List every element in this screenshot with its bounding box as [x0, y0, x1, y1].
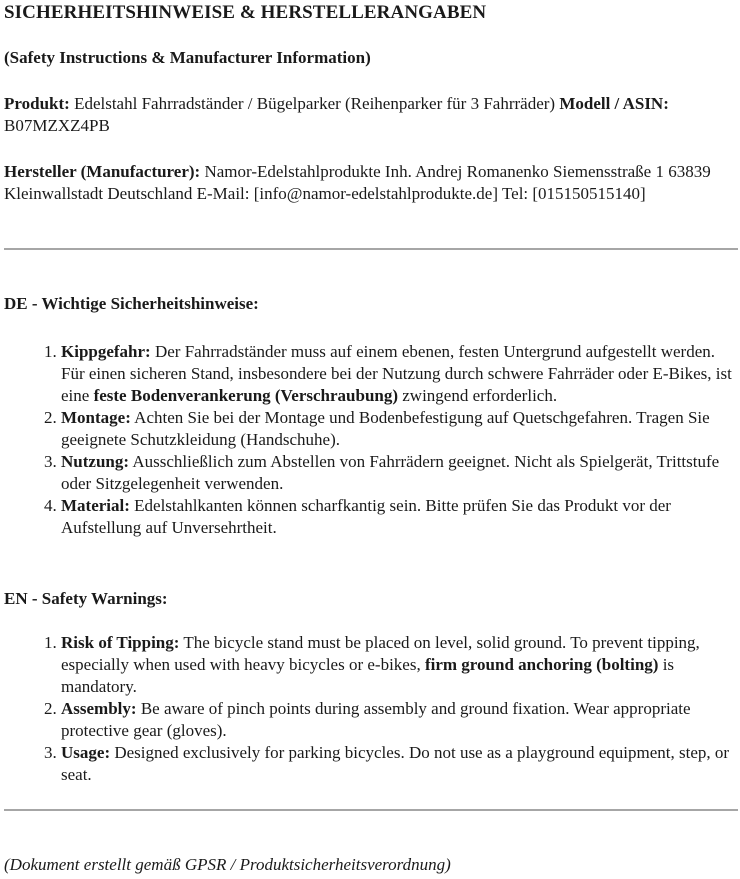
- item-text: Achten Sie bei der Montage und Bodenbefestigung auf Quetschgefahren. Tragen Sie geeignete Schutzkleidung (Handschuhe).: [61, 408, 710, 449]
- document-footer-note: (Dokument erstellt gemäß GPSR / Produktsicherheitsverordnung): [4, 855, 451, 874]
- item-emphasis: firm ground anchoring (bolting): [424, 655, 659, 674]
- model-asin-label: Modell / ASIN:: [559, 94, 669, 113]
- item-text: Edelstahlkanten können scharfkantig sein. Bitte prüfen Sie das Produkt vor der Aufstellung auf Unversehrtheit.: [61, 496, 671, 537]
- de-section-heading: DE - Wichtige Sicherheitshinweise:: [4, 294, 259, 313]
- list-item: [61, 341, 737, 407]
- list-item: [61, 407, 737, 451]
- product-label: Produkt:: [4, 94, 70, 113]
- item-text: Designed exclusively for parking bicycles. Do not use as a playground equipment, step, or seat.: [61, 743, 730, 784]
- product-info: [4, 93, 734, 137]
- manufacturer-label: Hersteller (Manufacturer):: [4, 162, 201, 181]
- item-label: Kippgefahr:: [61, 342, 151, 361]
- document-subtitle: (Safety Instructions & Manufacturer Information): [4, 48, 371, 67]
- item-text: Be aware of pinch points during assembly and ground fixation. Wear appropriate protective gear (gloves).: [61, 699, 691, 740]
- item-text: Der Fahrradständer muss auf einem ebenen, festen Untergrund aufgestellt werden. Für einen sicheren Stand, insbesondere bei der Nutzung durch schwere Fahrräder oder E-Bikes, ist eine: [61, 342, 732, 405]
- item-text-end: is mandatory.: [61, 655, 675, 696]
- list-item: [61, 698, 737, 742]
- item-label: Nutzung:: [61, 452, 130, 471]
- list-item: [61, 451, 737, 495]
- list-item: [61, 742, 737, 786]
- item-label: Assembly:: [61, 699, 137, 718]
- divider-bottom: [4, 809, 738, 811]
- en-section-heading: EN - Safety Warnings:: [4, 589, 168, 608]
- de-safety-list: [4, 341, 737, 539]
- list-item: [61, 495, 737, 539]
- item-text: The bicycle stand must be placed on level, solid ground. To prevent tipping, especially when used with heavy bicycles or e-bikes,: [61, 633, 700, 674]
- manufacturer-info: [4, 161, 734, 205]
- item-text-end: zwingend erforderlich.: [398, 386, 558, 405]
- en-safety-list: [4, 632, 737, 786]
- manufacturer-text: Namor-Edelstahlprodukte Inh. Andrej Romanenko Siemensstraße 1 63839 Kleinwallstadt Deutschland E-Mail: [info@namor-edelstahlprodukte.de] Tel: [015150515140]: [4, 162, 711, 203]
- product-text: Edelstahl Fahrradständer / Bügelparker (Reihenparker für 3 Fahrräder): [69, 94, 560, 113]
- document-title: SICHERHEITSHINWEISE & HERSTELLERANGABEN: [4, 2, 487, 23]
- item-label: Montage:: [61, 408, 131, 427]
- model-asin-value: B07MZXZ4PB: [4, 116, 110, 135]
- divider-top: [4, 248, 738, 250]
- item-label: Risk of Tipping:: [61, 633, 180, 652]
- item-text: Ausschließlich zum Abstellen von Fahrrädern geeignet. Nicht als Spielgerät, Trittstufe oder Sitzgelegenheit verwenden.: [61, 452, 720, 493]
- item-label: Material:: [61, 496, 130, 515]
- item-label: Usage:: [61, 743, 111, 762]
- list-item: [61, 632, 737, 698]
- item-emphasis: feste Bodenverankerung (Verschraubung): [93, 386, 399, 405]
